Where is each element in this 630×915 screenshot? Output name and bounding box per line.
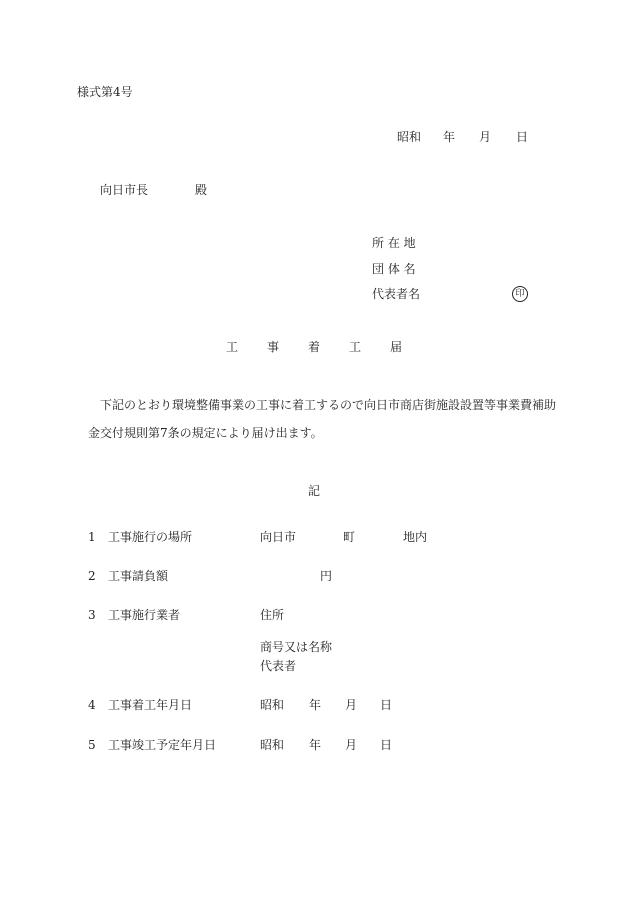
form-number: 様式第4号 <box>77 85 133 99</box>
item-label: 工事竣工予定年月日 <box>108 738 217 752</box>
item-city: 向日市 <box>260 530 297 544</box>
item-company: 商号又は名称 <box>260 640 333 654</box>
item-month: 月 <box>345 698 358 712</box>
item-number: 2 <box>88 569 96 583</box>
item-year: 年 <box>309 738 322 752</box>
item-address: 住所 <box>260 608 285 622</box>
item-label: 工事請負額 <box>108 569 169 583</box>
applicant-rep-label: 代表者名 <box>372 287 421 301</box>
date-year: 年 <box>443 130 456 144</box>
addressee-name: 向日市長 <box>100 183 149 197</box>
date-era: 昭和 <box>397 130 422 144</box>
item-day: 日 <box>380 698 393 712</box>
item-day: 日 <box>380 738 393 752</box>
date-day: 日 <box>516 130 529 144</box>
date-month: 月 <box>479 130 492 144</box>
applicant-address-label: 所 在 地 <box>372 236 416 250</box>
item-number: 1 <box>88 530 96 544</box>
body-line-1: 下記のとおり環境整備事業の工事に着工するので向日市商店街施設設置等事業費補助 <box>100 398 557 412</box>
item-label: 工事施行業者 <box>108 608 181 622</box>
item-month: 月 <box>345 738 358 752</box>
item-yen: 円 <box>320 569 333 583</box>
seal-mark: 印 <box>512 286 528 302</box>
ki-heading: 記 <box>308 484 321 498</box>
item-number: 5 <box>88 738 96 752</box>
title-char-2: 事 <box>267 340 280 354</box>
title-char-3: 着 <box>308 340 321 354</box>
item-year: 年 <box>309 698 322 712</box>
item-label: 工事施行の場所 <box>108 530 193 544</box>
item-number: 4 <box>88 698 96 712</box>
title-char-4: 工 <box>349 340 362 354</box>
item-town: 町 <box>343 530 356 544</box>
item-area: 地内 <box>403 530 428 544</box>
item-number: 3 <box>88 608 96 622</box>
title-char-5: 届 <box>390 340 403 354</box>
item-era: 昭和 <box>260 698 285 712</box>
item-era: 昭和 <box>260 738 285 752</box>
body-line-2: 金交付規則第7条の規定により届け出ます。 <box>88 426 323 440</box>
item-representative: 代表者 <box>260 659 297 673</box>
title-char-1: 工 <box>226 340 239 354</box>
item-label: 工事着工年月日 <box>108 698 193 712</box>
addressee-honorific: 殿 <box>195 183 208 197</box>
applicant-org-label: 団 体 名 <box>372 262 416 276</box>
